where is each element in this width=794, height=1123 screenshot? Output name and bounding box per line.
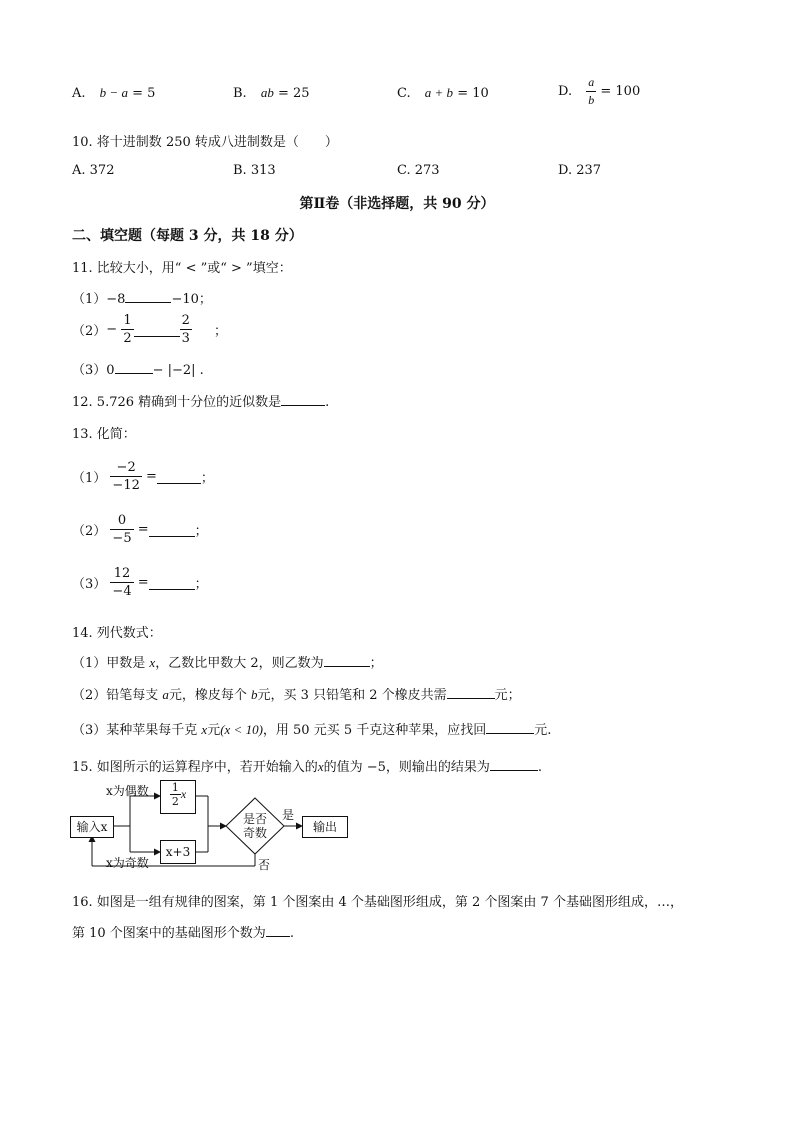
input-box: 输入x	[70, 816, 114, 838]
q13-fraction-3: $\frac{12}{-4}$	[112, 566, 132, 599]
q11-part3: （3）0 − |−2| .	[72, 359, 204, 378]
answer-blank[interactable]	[149, 576, 195, 590]
answer-blank[interactable]	[157, 470, 201, 484]
diamond-text: 是否 奇数	[242, 812, 267, 840]
q14-part1: （1）甲数是 x，乙数比甲数大 2，则乙数为 ；	[72, 655, 383, 671]
q14-stem: 14. 列代数式：	[72, 626, 162, 641]
answer-blank[interactable]	[266, 923, 290, 937]
volume2-title: 第Ⅱ卷（非选择题，共 90 分）	[299, 196, 495, 212]
q15-stem: 15. 如图所示的运算程序中，若开始输入的x的值为 −5，则输出的结果为 .	[72, 759, 543, 775]
q12-stem: 12. 5.726 精确到十分位的近似数是 .	[72, 391, 329, 410]
q10-option-c: C. 273	[397, 163, 440, 178]
q9-option-c: C. a + b = 10	[397, 85, 489, 101]
q16-line2: 第 10 个图案中的基础图形个数为 .	[72, 922, 294, 941]
q16-line1: 16. 如图是一组有规律的图案，第 1 个图案由 4 个基础图形组成，第 2 个图案由 7 个基础图形组成，…，	[72, 895, 683, 910]
yes-label: 是	[282, 808, 295, 822]
q11-part1: （1）−8 −10；	[72, 288, 212, 307]
q10-option-b: B. 313	[233, 163, 276, 178]
q13-stem: 13. 化简：	[72, 427, 136, 442]
q15-flowchart	[70, 780, 360, 872]
q11-fraction-2: $\frac{2}{3}$	[181, 313, 190, 346]
output-box: 输出	[302, 816, 348, 838]
answer-blank[interactable]	[125, 289, 171, 303]
answer-blank[interactable]	[149, 523, 195, 537]
answer-blank[interactable]	[281, 392, 325, 406]
q9-option-b: B. ab = 25	[233, 85, 310, 101]
answer-blank[interactable]	[115, 360, 153, 374]
half-x-box: $\frac{1}{2}$ x	[160, 780, 196, 814]
answer-blank[interactable]	[447, 685, 495, 699]
half-fraction: $\frac{1}{2}$	[171, 781, 179, 808]
q10-option-d: D. 237	[558, 163, 602, 178]
even-label: x为偶数	[106, 784, 149, 798]
q11-stem: 11. 比较大小，用“ < ”或“ > ”填空：	[72, 261, 292, 276]
q11-fraction-1: $\frac{1}{2}$	[123, 313, 132, 346]
q13-fraction-1: $\frac{-2}{-12}$	[112, 460, 140, 493]
answer-blank[interactable]	[486, 720, 534, 734]
q13-item-3: （3） $\frac{12}{-4}$ = ；	[72, 566, 208, 599]
q14-part3: （3）某种苹果每千克 x元(x < 10)，用 50 元买 5 千克这种苹果，应找回 元.	[72, 722, 552, 738]
q13-item-2: （2） $\frac{0}{-5}$ = ；	[72, 513, 208, 546]
q9-d-fraction: $\frac{a}{b}$	[588, 75, 595, 107]
q14-part2: （2）铅笔每支 a元，橡皮每个 b元，买 3 只铅笔和 2 个橡皮共需 元；	[72, 687, 521, 703]
no-label: 否	[258, 858, 271, 872]
answer-blank[interactable]	[324, 653, 370, 667]
q13-item-1: （1） $\frac{-2}{-12}$ = ；	[72, 460, 214, 493]
answer-blank[interactable]	[490, 757, 538, 771]
q13-fraction-2: $\frac{0}{-5}$	[112, 513, 132, 546]
odd-label: x为奇数	[106, 856, 149, 870]
plus3-box: x+3	[160, 840, 196, 864]
section2-title: 二、填空题（每题 3 分，共 18 分）	[72, 228, 303, 244]
q9-option-d: D. $\frac{a}{b}$ = 100	[558, 75, 641, 107]
q10-option-a: A. 372	[72, 163, 115, 178]
q11-part2: （2）− $\frac{1}{2}$ $\frac{2}{3}$ ；	[72, 313, 228, 346]
q10-stem: 10. 将十进制数 250 转成八进制数是（ ）	[72, 135, 338, 150]
answer-blank[interactable]	[134, 323, 180, 337]
q9-option-a: A. b − a = 5	[72, 85, 156, 101]
